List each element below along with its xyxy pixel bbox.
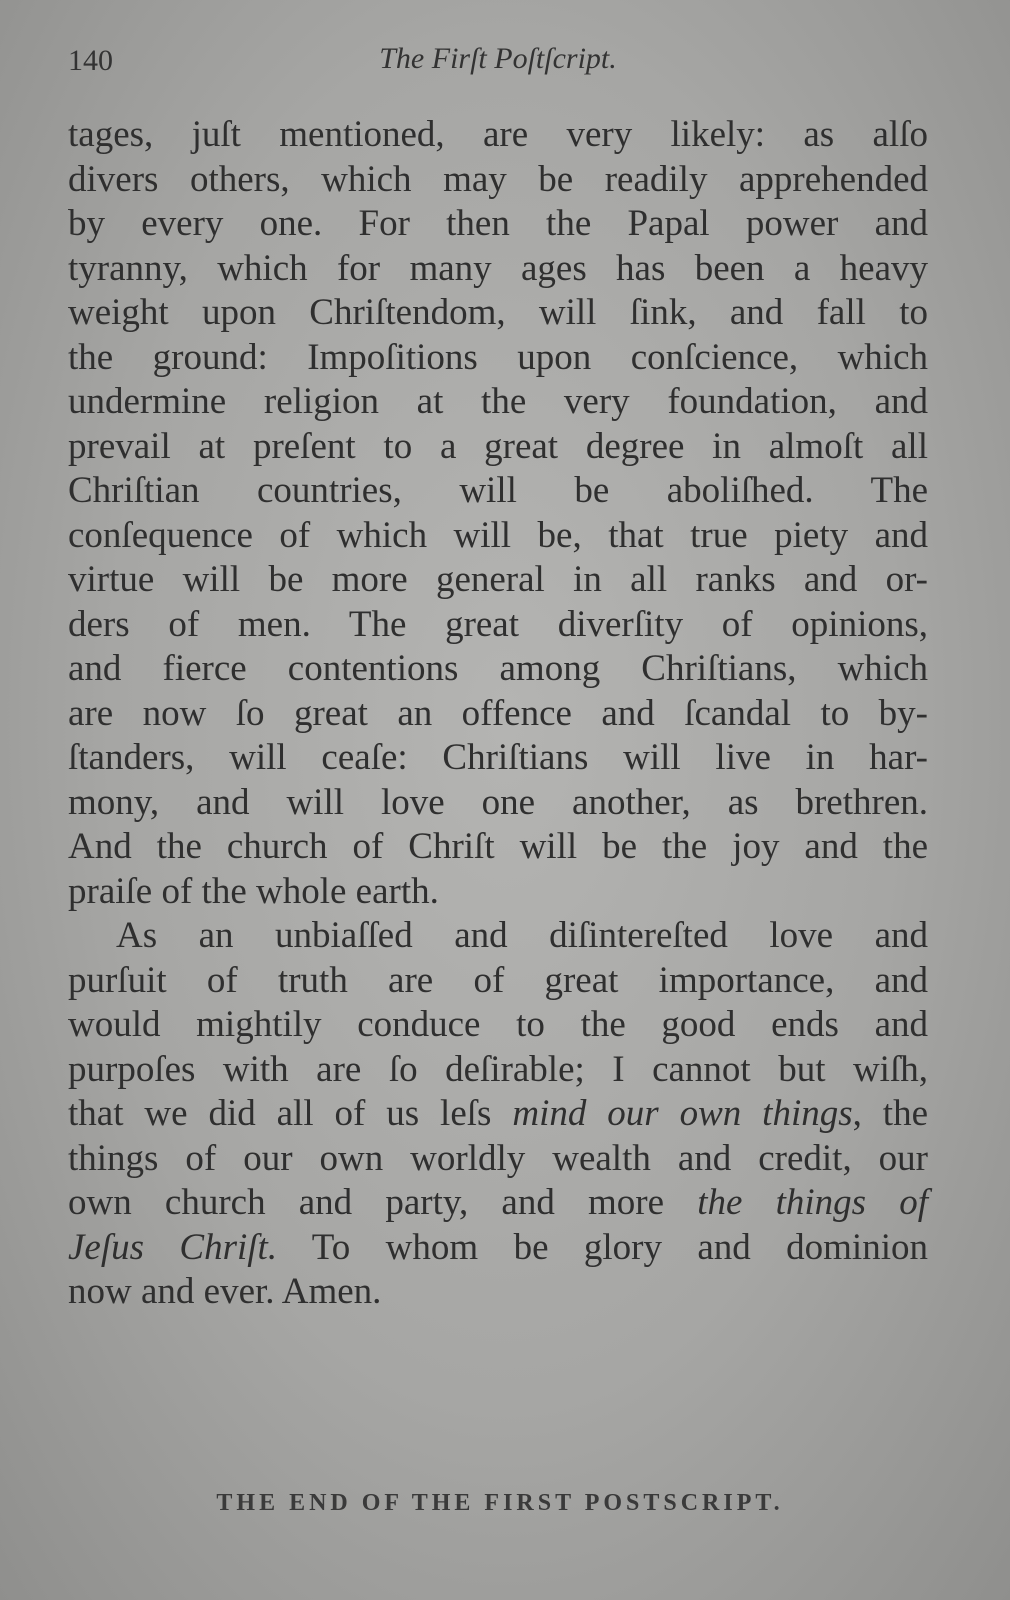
text-segment: tyranny, which for many ages has been a heavy — [68, 247, 928, 289]
text-line — [68, 736, 928, 781]
italic-text: mind our own things — [512, 1093, 853, 1134]
text-segment: conſequence of which will be, that true piety and — [68, 514, 928, 556]
text-line — [68, 425, 928, 470]
text-segment: ſtanders, will ceaſe: Chriſtians will live in har- — [68, 737, 928, 778]
text-segment: divers others, which may be readily apprehended — [68, 158, 928, 200]
text-segment: weight upon Chriſtendom, will ſink, and fall to — [68, 292, 928, 333]
text-segment: , the — [852, 1093, 928, 1134]
text-line — [68, 558, 928, 603]
text-line — [68, 870, 928, 915]
text-segment: As an unbiaſſed and diſintereſted love and — [116, 915, 928, 956]
body-text — [68, 113, 928, 1315]
text-segment: would mightily conduce to the good ends and — [68, 1004, 928, 1045]
text-segment: now and ever. Amen. — [68, 1271, 382, 1312]
text-segment: And the church of Chriſt will be the joy and the — [68, 826, 928, 867]
text-segment: undermine religion at the very foundation, and — [68, 381, 928, 422]
text-line — [68, 603, 928, 648]
end-note: THE END OF THE FIRST POSTSCRIPT. — [216, 1490, 784, 1516]
text-line — [68, 336, 928, 381]
text-segment: the ground: Impoſitions upon conſcience, which — [68, 336, 928, 378]
text-line — [68, 469, 928, 514]
text-segment: are now ſo great an offence and ſcandal to by- — [68, 692, 928, 734]
page-number: 140 — [68, 44, 113, 77]
text-line — [68, 1137, 928, 1182]
text-segment: tages, juſt mentioned, are very likely: as alſo — [68, 114, 928, 155]
text-segment: ders of men. The great diverſity of opinions, — [68, 603, 928, 645]
text-line — [68, 113, 928, 158]
italic-text: the things of — [697, 1182, 928, 1223]
page-header — [68, 40, 928, 84]
text-line — [68, 647, 928, 692]
text-line — [68, 202, 928, 247]
text-segment: purpoſes with are ſo deſirable; I cannot but wiſh, — [68, 1048, 928, 1090]
text-segment: that we did all of us leſs — [68, 1093, 513, 1134]
text-segment: virtue will be more general in all ranks and or- — [68, 559, 928, 600]
text-segment: own church and party, and more — [68, 1182, 698, 1223]
text-line — [68, 1270, 928, 1315]
text-line — [68, 247, 928, 292]
text-line — [68, 1003, 928, 1048]
italic-text: Jeſus Chriſt. — [68, 1226, 278, 1268]
text-line — [68, 1048, 928, 1093]
text-line — [68, 825, 928, 870]
text-line — [68, 380, 928, 425]
text-line — [68, 1226, 928, 1271]
text-line — [68, 158, 928, 203]
text-segment: praiſe of the whole earth. — [68, 870, 439, 912]
text-segment: purſuit of truth are of great importance, and — [68, 959, 928, 1001]
text-segment: mony, and will love one another, as brethren. — [68, 781, 928, 823]
text-segment: To whom be glory and dominion — [277, 1226, 928, 1268]
text-line — [68, 914, 928, 959]
text-line — [68, 692, 928, 737]
text-segment: and fierce contentions among Chriſtians, which — [68, 648, 928, 689]
running-title: The Firſt Poſtſcript. — [379, 42, 617, 75]
text-line — [68, 1181, 928, 1226]
text-line — [68, 959, 928, 1004]
text-line — [68, 514, 928, 559]
text-line — [68, 781, 928, 826]
text-segment: Chriſtian countries, will be aboliſhed. The — [68, 470, 928, 511]
text-line — [68, 1092, 928, 1137]
text-segment: prevail at preſent to a great degree in almoſt all — [68, 425, 928, 467]
text-line — [68, 291, 928, 336]
text-segment: by every one. For then the Papal power and — [68, 203, 928, 244]
text-segment: things of our own worldly wealth and credit, our — [68, 1137, 928, 1179]
